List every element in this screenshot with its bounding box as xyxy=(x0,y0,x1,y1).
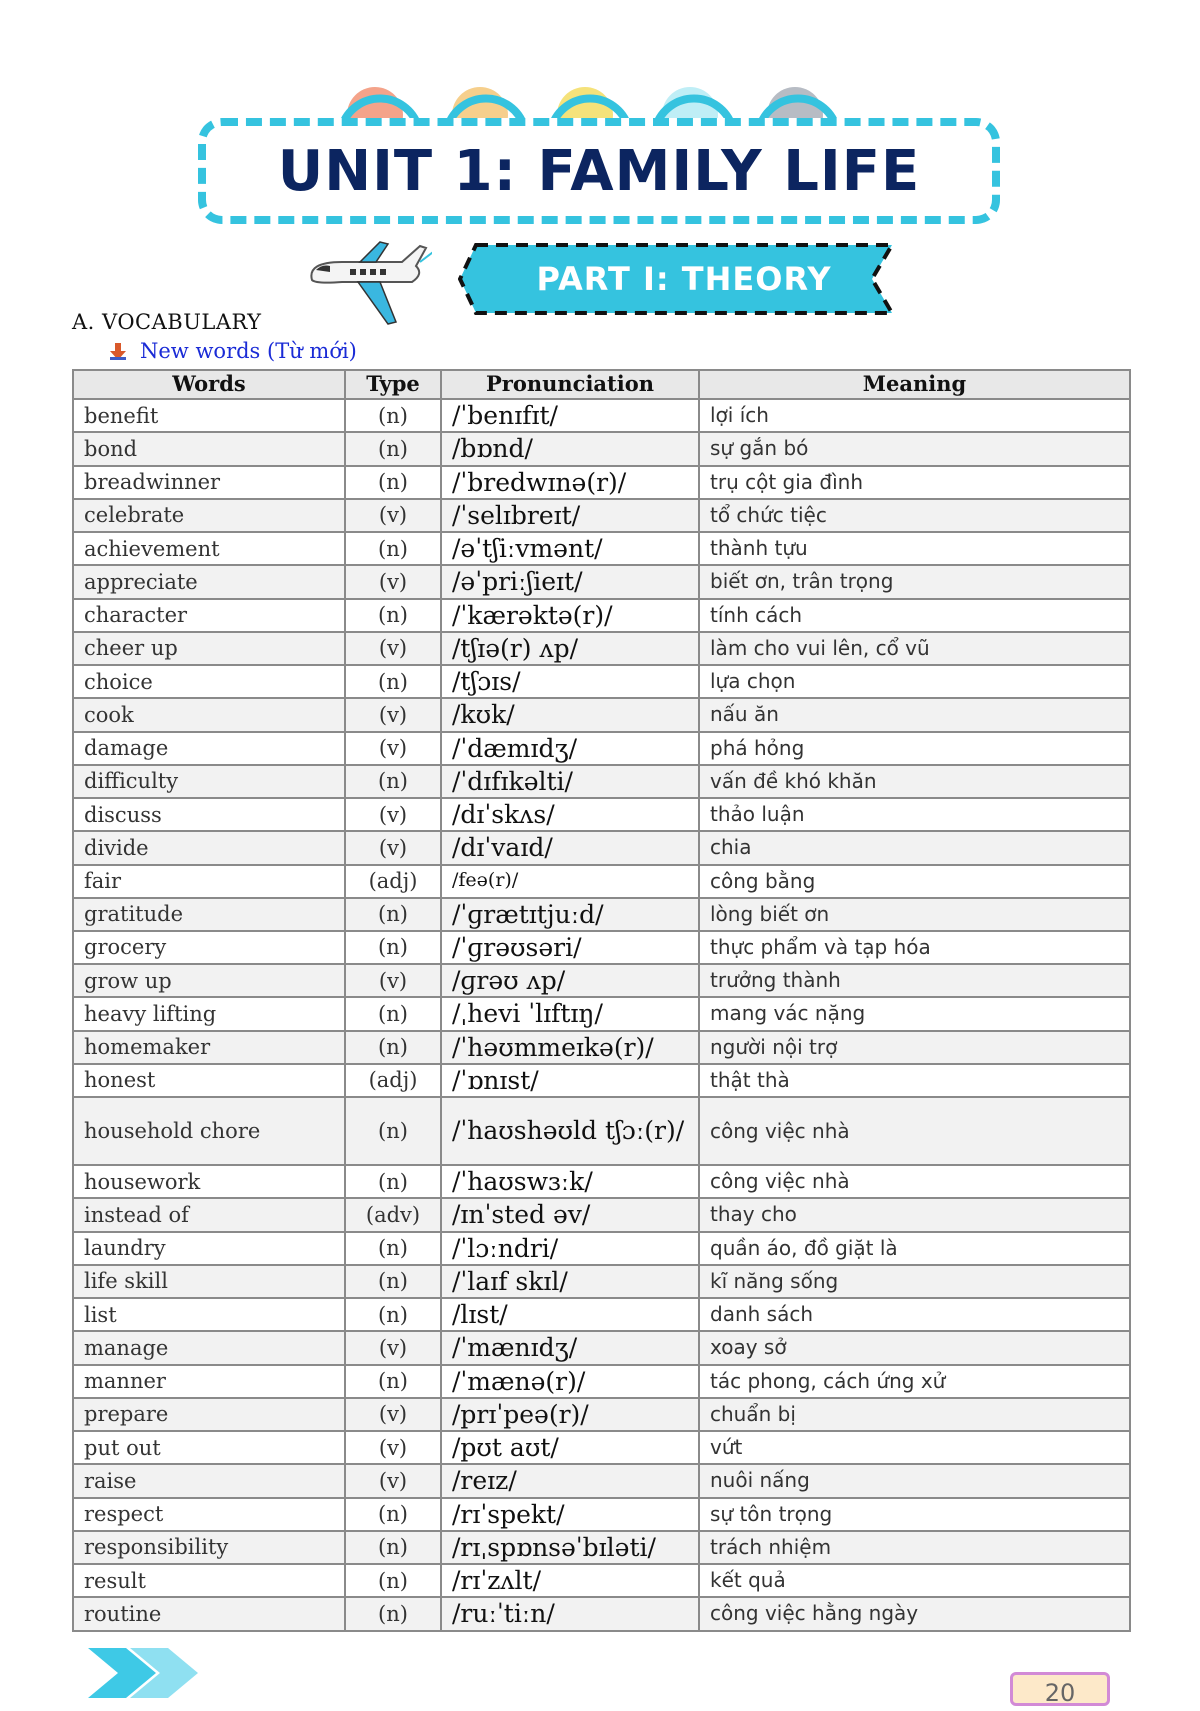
type-cell: (n) xyxy=(345,665,441,698)
section-heading: A. VOCABULARY xyxy=(72,310,262,334)
meaning-cell: phá hỏng xyxy=(699,732,1130,765)
type-cell: (n) xyxy=(345,1564,441,1597)
meaning-cell: sự gắn bó xyxy=(699,432,1130,465)
subheading xyxy=(108,339,357,363)
table-row xyxy=(73,599,1130,632)
table-row xyxy=(73,1531,1130,1564)
table-row xyxy=(73,1398,1130,1431)
pronunciation-cell: /ˈbredwɪnə(r)/ xyxy=(441,466,699,499)
pronunciation-cell: /prɪˈpeə(r)/ xyxy=(441,1398,699,1431)
column-header: Meaning xyxy=(699,370,1130,399)
table-row xyxy=(73,1198,1130,1231)
word-cell: raise xyxy=(73,1464,345,1497)
table-row xyxy=(73,698,1130,731)
page-number: 20 xyxy=(1010,1672,1110,1706)
column-header: Type xyxy=(345,370,441,399)
type-cell: (v) xyxy=(345,698,441,731)
meaning-cell: chuẩn bị xyxy=(699,1398,1130,1431)
word-cell: difficulty xyxy=(73,765,345,798)
pronunciation-cell: /ˈhaʊshəʊld tʃɔː(r)/ xyxy=(441,1097,699,1165)
type-cell: (v) xyxy=(345,732,441,765)
type-cell: (adj) xyxy=(345,1064,441,1097)
word-cell: manner xyxy=(73,1365,345,1398)
type-cell: (n) xyxy=(345,931,441,964)
meaning-cell: biết ơn, trân trọng xyxy=(699,565,1130,598)
airplane-icon xyxy=(302,240,432,328)
type-cell: (n) xyxy=(345,1298,441,1331)
meaning-cell: vấn đề khó khăn xyxy=(699,765,1130,798)
table-row xyxy=(73,399,1130,432)
word-cell: prepare xyxy=(73,1398,345,1431)
type-cell: (v) xyxy=(345,831,441,864)
pronunciation-cell: /feə(r)/ xyxy=(441,865,699,898)
table-row xyxy=(73,665,1130,698)
type-cell: (n) xyxy=(345,1097,441,1165)
table-row xyxy=(73,732,1130,765)
table-row xyxy=(73,964,1130,997)
pronunciation-cell: /ˈɡrætɪtjuːd/ xyxy=(441,898,699,931)
subheading-text: New words (Từ mới) xyxy=(140,339,357,363)
table-row xyxy=(73,1165,1130,1198)
word-cell: grocery xyxy=(73,931,345,964)
meaning-cell: thảo luận xyxy=(699,798,1130,831)
meaning-cell: kết quả xyxy=(699,1564,1130,1597)
meaning-cell: trưởng thành xyxy=(699,964,1130,997)
pronunciation-cell: /lɪst/ xyxy=(441,1298,699,1331)
pronunciation-cell: /ˈdɪfɪkəlti/ xyxy=(441,765,699,798)
word-cell: discuss xyxy=(73,798,345,831)
meaning-cell: thật thà xyxy=(699,1064,1130,1097)
pronunciation-cell: /reɪz/ xyxy=(441,1464,699,1497)
pronunciation-cell: /ˈhaʊswɜːk/ xyxy=(441,1165,699,1198)
pronunciation-cell: /ɪnˈsted əv/ xyxy=(441,1198,699,1231)
type-cell: (n) xyxy=(345,1498,441,1531)
word-cell: divide xyxy=(73,831,345,864)
word-cell: household chore xyxy=(73,1097,345,1165)
type-cell: (n) xyxy=(345,1531,441,1564)
table-row xyxy=(73,1064,1130,1097)
word-cell: instead of xyxy=(73,1198,345,1231)
meaning-cell: trách nhiệm xyxy=(699,1531,1130,1564)
meaning-cell: quần áo, đồ giặt là xyxy=(699,1232,1130,1265)
type-cell: (v) xyxy=(345,1398,441,1431)
table-row xyxy=(73,1331,1130,1364)
type-cell: (n) xyxy=(345,599,441,632)
meaning-cell: tổ chức tiệc xyxy=(699,499,1130,532)
word-cell: appreciate xyxy=(73,565,345,598)
meaning-cell: công việc nhà xyxy=(699,1097,1130,1165)
pronunciation-cell: /rɪˈzʌlt/ xyxy=(441,1564,699,1597)
pronunciation-cell: /tʃɔɪs/ xyxy=(441,665,699,698)
table-row xyxy=(73,1597,1130,1630)
column-header: Words xyxy=(73,370,345,399)
meaning-cell: vứt xyxy=(699,1431,1130,1464)
meaning-cell: tính cách xyxy=(699,599,1130,632)
type-cell: (n) xyxy=(345,997,441,1030)
table-row xyxy=(73,499,1130,532)
type-cell: (n) xyxy=(345,1232,441,1265)
word-cell: damage xyxy=(73,732,345,765)
meaning-cell: mang vác nặng xyxy=(699,997,1130,1030)
type-cell: (v) xyxy=(345,632,441,665)
word-cell: choice xyxy=(73,665,345,698)
pronunciation-cell: /pʊt aʊt/ xyxy=(441,1431,699,1464)
word-cell: routine xyxy=(73,1597,345,1630)
word-cell: cheer up xyxy=(73,632,345,665)
table-row xyxy=(73,1298,1130,1331)
meaning-cell: làm cho vui lên, cổ vũ xyxy=(699,632,1130,665)
type-cell: (n) xyxy=(345,898,441,931)
type-cell: (v) xyxy=(345,1431,441,1464)
table-row xyxy=(73,1265,1130,1298)
type-cell: (n) xyxy=(345,532,441,565)
meaning-cell: người nội trợ xyxy=(699,1031,1130,1064)
meaning-cell: lòng biết ơn xyxy=(699,898,1130,931)
meaning-cell: danh sách xyxy=(699,1298,1130,1331)
pronunciation-cell: /ˈlaɪf skɪl/ xyxy=(441,1265,699,1298)
pronunciation-cell: /bɒnd/ xyxy=(441,432,699,465)
table-row xyxy=(73,931,1130,964)
word-cell: put out xyxy=(73,1431,345,1464)
meaning-cell: nuôi nấng xyxy=(699,1464,1130,1497)
table-row xyxy=(73,532,1130,565)
word-cell: life skill xyxy=(73,1265,345,1298)
pronunciation-cell: /ɡrəʊ ʌp/ xyxy=(441,964,699,997)
meaning-cell: sự tôn trọng xyxy=(699,1498,1130,1531)
table-header-row xyxy=(73,370,1130,399)
table-row xyxy=(73,798,1130,831)
table-body xyxy=(73,399,1130,1631)
word-cell: homemaker xyxy=(73,1031,345,1064)
table-row xyxy=(73,1365,1130,1398)
double-chevron-icon xyxy=(88,1648,218,1698)
table-row xyxy=(73,997,1130,1030)
type-cell: (n) xyxy=(345,466,441,499)
word-cell: heavy lifting xyxy=(73,997,345,1030)
vocabulary-table xyxy=(72,369,1131,1632)
meaning-cell: tác phong, cách ứng xử xyxy=(699,1365,1130,1398)
meaning-cell: lựa chọn xyxy=(699,665,1130,698)
table-row xyxy=(73,1232,1130,1265)
type-cell: (adv) xyxy=(345,1198,441,1231)
type-cell: (v) xyxy=(345,499,441,532)
word-cell: result xyxy=(73,1564,345,1597)
word-cell: responsibility xyxy=(73,1531,345,1564)
table-row xyxy=(73,765,1130,798)
word-cell: celebrate xyxy=(73,499,345,532)
pronunciation-cell: /dɪˈvaɪd/ xyxy=(441,831,699,864)
pronunciation-cell: /ˈdæmɪdʒ/ xyxy=(441,732,699,765)
table-row xyxy=(73,466,1130,499)
table-row xyxy=(73,831,1130,864)
pronunciation-cell: /ˈlɔːndri/ xyxy=(441,1232,699,1265)
table-row xyxy=(73,632,1130,665)
pronunciation-cell: /ˈkærəktə(r)/ xyxy=(441,599,699,632)
table-row xyxy=(73,1431,1130,1464)
title-banner xyxy=(198,118,1000,224)
meaning-cell: công việc hằng ngày xyxy=(699,1597,1130,1630)
meaning-cell: trụ cột gia đình xyxy=(699,466,1130,499)
table-row xyxy=(73,565,1130,598)
word-cell: manage xyxy=(73,1331,345,1364)
page-title: UNIT 1: FAMILY LIFE xyxy=(277,138,921,204)
word-cell: achievement xyxy=(73,532,345,565)
word-cell: list xyxy=(73,1298,345,1331)
type-cell: (n) xyxy=(345,1165,441,1198)
pronunciation-cell: /rɪˈspekt/ xyxy=(441,1498,699,1531)
table-row xyxy=(73,898,1130,931)
type-cell: (adj) xyxy=(345,865,441,898)
word-cell: grow up xyxy=(73,964,345,997)
word-cell: character xyxy=(73,599,345,632)
pronunciation-cell: /ˈbenɪfɪt/ xyxy=(441,399,699,432)
pronunciation-cell: /ˈɒnɪst/ xyxy=(441,1064,699,1097)
type-cell: (n) xyxy=(345,1265,441,1298)
table-row xyxy=(73,432,1130,465)
type-cell: (v) xyxy=(345,565,441,598)
table-row xyxy=(73,1498,1130,1531)
pronunciation-cell: /ˈmænə(r)/ xyxy=(441,1365,699,1398)
word-cell: benefit xyxy=(73,399,345,432)
table-row xyxy=(73,1564,1130,1597)
type-cell: (n) xyxy=(345,1597,441,1630)
type-cell: (n) xyxy=(345,1031,441,1064)
meaning-cell: thay cho xyxy=(699,1198,1130,1231)
word-cell: cook xyxy=(73,698,345,731)
type-cell: (n) xyxy=(345,1365,441,1398)
meaning-cell: công bằng xyxy=(699,865,1130,898)
pronunciation-cell: /ˈselɪbreɪt/ xyxy=(441,499,699,532)
pronunciation-cell: /ˈɡrəʊsəri/ xyxy=(441,931,699,964)
word-cell: bond xyxy=(73,432,345,465)
table-row xyxy=(73,1097,1130,1165)
meaning-cell: thực phẩm và tạp hóa xyxy=(699,931,1130,964)
meaning-cell: chia xyxy=(699,831,1130,864)
type-cell: (n) xyxy=(345,399,441,432)
meaning-cell: kĩ năng sống xyxy=(699,1265,1130,1298)
type-cell: (v) xyxy=(345,798,441,831)
word-cell: housework xyxy=(73,1165,345,1198)
word-cell: respect xyxy=(73,1498,345,1531)
pronunciation-cell: /rɪˌspɒnsəˈbɪləti/ xyxy=(441,1531,699,1564)
table-row xyxy=(73,1464,1130,1497)
pronunciation-cell: /ˈhəʊmmeɪkə(r)/ xyxy=(441,1031,699,1064)
meaning-cell: thành tựu xyxy=(699,532,1130,565)
pronunciation-cell: /ˌhevi ˈlɪftɪŋ/ xyxy=(441,997,699,1030)
pronunciation-cell: /əˈpriːʃieɪt/ xyxy=(441,565,699,598)
column-header: Pronunciation xyxy=(441,370,699,399)
word-cell: breadwinner xyxy=(73,466,345,499)
meaning-cell: công việc nhà xyxy=(699,1165,1130,1198)
meaning-cell: nấu ăn xyxy=(699,698,1130,731)
part-label: PART I: THEORY xyxy=(536,260,832,298)
word-cell: fair xyxy=(73,865,345,898)
meaning-cell: xoay sở xyxy=(699,1331,1130,1364)
pronunciation-cell: /kʊk/ xyxy=(441,698,699,731)
type-cell: (n) xyxy=(345,765,441,798)
type-cell: (v) xyxy=(345,964,441,997)
pronunciation-cell: /tʃɪə(r) ʌp/ xyxy=(441,632,699,665)
pronunciation-cell: /ˈmænɪdʒ/ xyxy=(441,1331,699,1364)
word-cell: gratitude xyxy=(73,898,345,931)
word-cell: honest xyxy=(73,1064,345,1097)
word-cell: laundry xyxy=(73,1232,345,1265)
table-row xyxy=(73,865,1130,898)
arrow-bullet-icon xyxy=(108,342,128,360)
pronunciation-cell: /əˈtʃiːvmənt/ xyxy=(441,532,699,565)
type-cell: (v) xyxy=(345,1331,441,1364)
table-row xyxy=(73,1031,1130,1064)
pronunciation-cell: /dɪˈskʌs/ xyxy=(441,798,699,831)
type-cell: (n) xyxy=(345,432,441,465)
type-cell: (v) xyxy=(345,1464,441,1497)
meaning-cell: lợi ích xyxy=(699,399,1130,432)
pronunciation-cell: /ruːˈtiːn/ xyxy=(441,1597,699,1630)
